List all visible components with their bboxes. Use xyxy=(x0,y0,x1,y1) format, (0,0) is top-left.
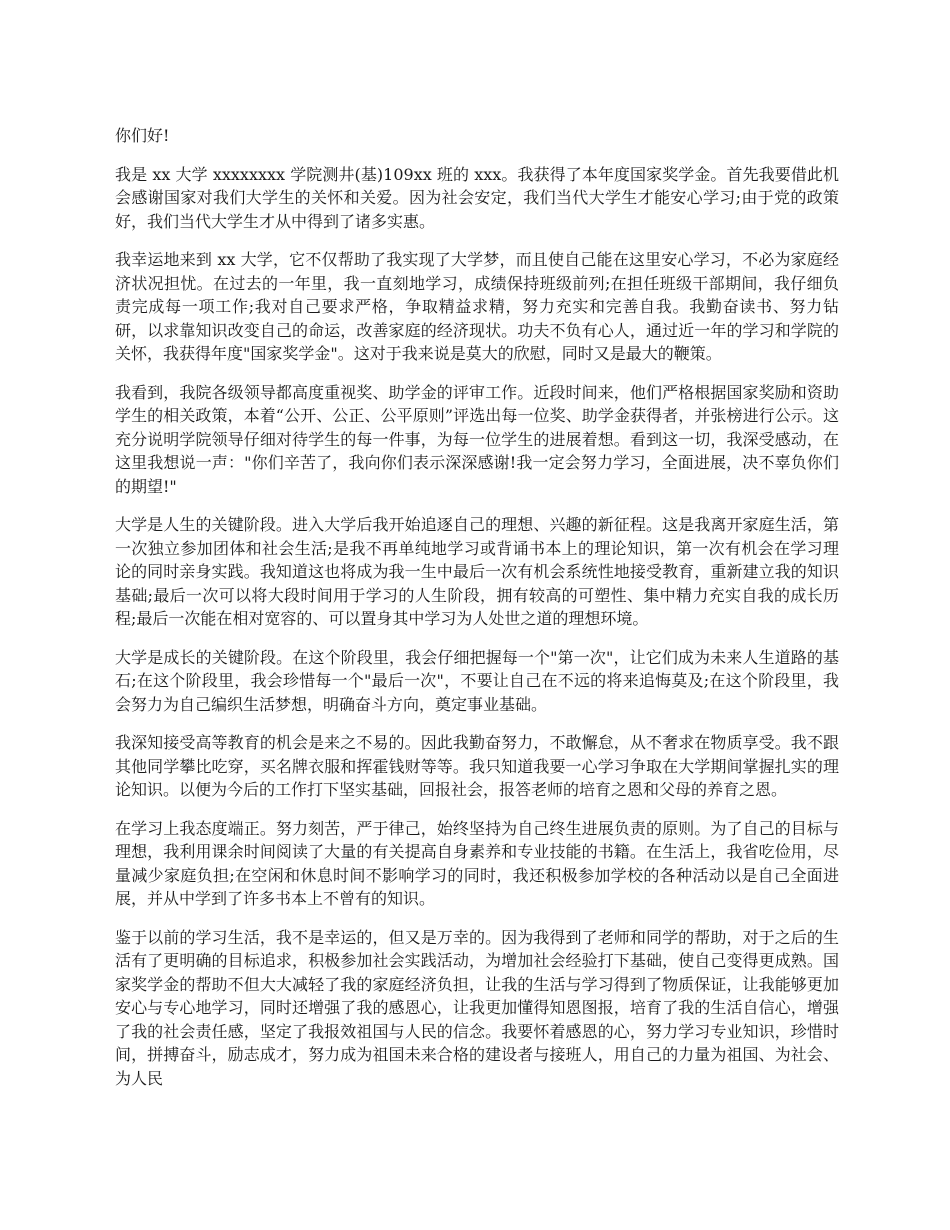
paragraph-5: 大学是成长的关键阶段。在这个阶段里，我会仔细把握每一个"第一次"，让它们成为未来人生道路的基石;在这个阶段里，我会珍惜每一个"最后一次"，不要让自己在不远的将来追悔莫及;在这个阶段里，我会努力为自己编织生活梦想，明确奋斗方向，奠定事业基础。 xyxy=(115,647,839,714)
paragraph-7: 在学习上我态度端正。努力刻苦，严于律己，始终坚持为自己终生进展负责的原则。为了自己的目标与理想，我利用课余时间阅读了大量的有关提高自身素养和专业技能的书籍。在生活上，我省吃俭用，尽量减少家庭负担;在空闲和休息时间不影响学习的同时，我还积极参加学校的各种活动以是自己全面进展，并从中学到了许多书本上不曾有的知识。 xyxy=(115,818,839,908)
paragraph-8: 鉴于以前的学习生活，我不是幸运的，但又是万幸的。因为我得到了老师和同学的帮助，对于之后的生活有了更明确的目标追求，积极参加社会实践活动，为增加社会经验打下基础，使自己变得更成熟。国家奖学金的帮助不但大大减轻了我的家庭经济负担，让我的生活与学习得到了物质保证，让我能够更加安心与专心地学习，同时还增强了我的感恩心，让我更加懂得知恩图报，培育了我的生活自信心，增强了我的社会责任感，坚定了我报效祖国与人民的信念。我要怀着感恩的心，努力学习专业知识，珍惜时间，拼搏奋斗，励志成才，努力成为祖国未来合格的建设者与接班人，用自己的力量为祖国、为社会、为人民 xyxy=(115,927,839,1088)
paragraph-2: 我幸运地来到 xx 大学，它不仅帮助了我实现了大学梦，而且使自己能在这里安心学习，不必为家庭经济状况担忧。在过去的一年里，我一直刻地学习，成绩保持班级前列;在担任班级干部期间，我仔细负责完成每一项工作;我对自己要求严格，争取精益求精，努力充实和完善自我。我勤奋读书、努力钻研，以求靠知识改变自己的命运，改善家庭的经济现状。功夫不负有心人，通过近一年的学习和学院的关怀，我获得年度"国家奖学金"。这对于我来说是莫大的欣慰，同时又是最大的鞭策。 xyxy=(115,250,839,363)
greeting: 你们好! xyxy=(115,126,170,145)
paragraph-4: 大学是人生的关键阶段。进入大学后我开始追逐自己的理想、兴趣的新征程。这是我离开家庭生活，第一次独立参加团体和社会生活;是我不再单纯地学习或背诵书本上的理论知识，第一次有机会在学习理论的同时亲身实践。我知道这也将成为我一生中最后一次有机会系统性地接受教育，重新建立我的知识基础;最后一次可以将大段时间用于学习的人生阶段，拥有较高的可塑性、集中精力充实自我的成长历程;最后一次能在相对宽容的、可以置身其中学习为人处世之道的理想环境。 xyxy=(115,515,839,628)
paragraph-3: 我看到，我院各级领导都高度重视奖、助学金的评审工作。近段时间来，他们严格根据国家奖励和资助学生的相关政策，本着“公开、公正、公平原则”评选出每一位奖、助学金获得者，并张榜进行公示。这充分说明学院领导仔细对待学生的每一件事，为每一位学生的进展着想。看到这一切，我深受感动，在这里我想说一声："你们辛苦了，我向你们表示深深感谢!我一定会努力学习，全面进展，决不辜负你们的期望!" xyxy=(115,382,839,496)
paragraph-1: 我是 xx 大学 xxxxxxxx 学院测井(基)109xx 班的 xxx。我获得了本年度国家奖学金。首先我要借此机会感谢国家对我们大学生的关怀和关爱。因为社会安定，我们当代大学生才能安心学习;由于党的政策好，我们当代大学生才从中得到了诸多实惠。 xyxy=(115,164,839,231)
paragraph-6: 我深知接受高等教育的机会是来之不易的。因此我勤奋努力，不敢懈怠，从不奢求在物质享受。我不跟其他同学攀比吃穿，买名牌衣服和挥霍钱财等等。我只知道我要一心学习争取在大学期间掌握扎实的理论知识。以便为今后的工作打下坚实基础，回报社会，报答老师的培育之恩和父母的养育之恩。 xyxy=(115,733,839,799)
document-page xyxy=(115,124,839,1105)
